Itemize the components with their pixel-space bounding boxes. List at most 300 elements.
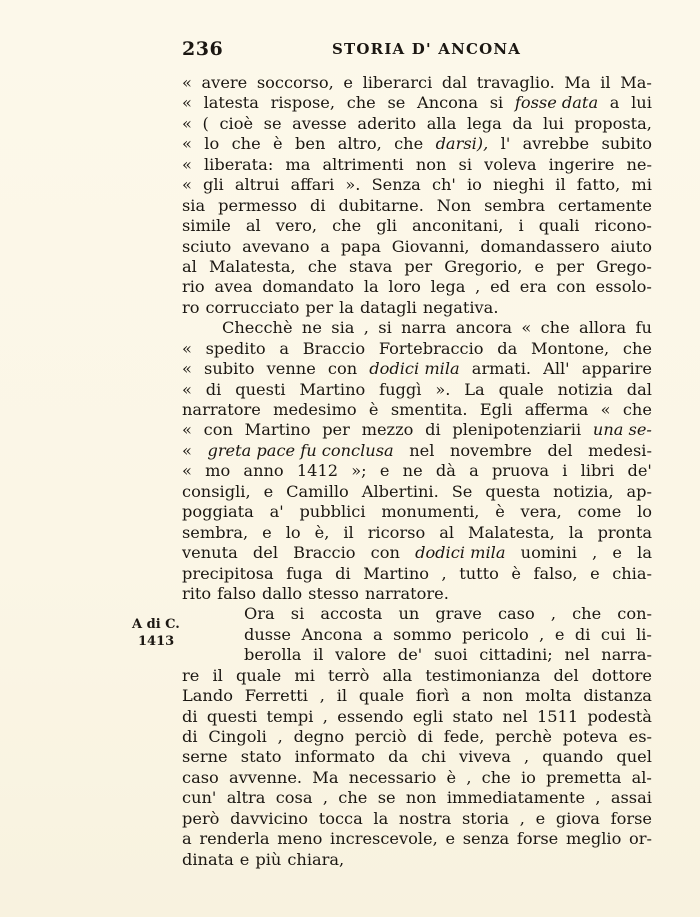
word: caso [182, 767, 219, 787]
word: si [290, 604, 305, 624]
word: Malatesta, [468, 522, 555, 542]
text-line [182, 809, 652, 829]
word: avere [201, 73, 248, 92]
word: sia [182, 195, 206, 215]
word: Montone, [531, 338, 610, 358]
word: il [555, 175, 566, 195]
word: dà [435, 461, 456, 481]
word: del [553, 665, 579, 685]
word: ingerire [548, 154, 615, 174]
word: cioè [219, 113, 254, 133]
word: uomini [520, 543, 577, 563]
word: è, [314, 522, 330, 542]
word: ricorso [367, 522, 426, 542]
text-line [182, 829, 652, 849]
word: ne [301, 318, 322, 338]
word: soccorso, [256, 73, 334, 92]
word: tutto [459, 563, 499, 583]
text-line [182, 380, 652, 400]
word: Ora [244, 604, 275, 624]
word: , [466, 767, 472, 787]
word: perchè [495, 727, 552, 746]
word: Senza [371, 175, 421, 195]
word: pronta [597, 522, 652, 542]
word: distanza [583, 686, 652, 706]
running-title: STORIA D' ANCONA [332, 40, 522, 58]
word: or- [629, 829, 652, 849]
word: altro, [337, 134, 382, 154]
text-line [182, 318, 652, 338]
text-line [182, 768, 652, 788]
word: molta [525, 686, 572, 706]
word: 1511 [536, 706, 579, 726]
word: quale [236, 665, 282, 685]
word: spedito [205, 338, 266, 358]
word: e [239, 849, 250, 869]
word: Giovanni, [391, 236, 470, 256]
word: Checchè [222, 318, 293, 338]
word: serne [182, 747, 228, 767]
word: Lando [182, 686, 233, 706]
word: , [322, 788, 328, 808]
word: la [637, 543, 652, 563]
word: Gregorio, [444, 256, 523, 276]
word: nel [564, 645, 590, 665]
text-line [182, 686, 652, 706]
word: All' [543, 359, 570, 379]
word: quando [542, 747, 604, 767]
word: a [461, 686, 471, 706]
word: a [372, 624, 383, 644]
word: « [182, 154, 192, 174]
word: ricono- [594, 216, 652, 236]
text-line [182, 707, 652, 727]
word: che [622, 338, 652, 358]
text-line [182, 788, 652, 808]
word: di [425, 420, 441, 440]
word: perciò [354, 727, 407, 746]
word: darsi), [435, 134, 489, 154]
word: mo [205, 461, 231, 481]
word: 1412 [296, 461, 339, 481]
word: rito [182, 583, 212, 603]
word: è [446, 767, 457, 787]
word: accosta [320, 604, 383, 624]
word: nieghi [493, 175, 545, 195]
word: altrui [234, 175, 280, 195]
word: ap- [626, 481, 652, 501]
word: avesse [292, 113, 347, 133]
word: con [370, 543, 400, 563]
word: , [363, 318, 369, 338]
word: vera, [520, 502, 562, 522]
word: non [405, 788, 437, 808]
word: che [307, 256, 337, 276]
word: più [255, 849, 282, 869]
word: a [609, 93, 620, 113]
text-line [182, 502, 652, 522]
text-line [182, 237, 652, 257]
margin-note-year: 1413 [138, 634, 175, 649]
word: fosse data [514, 93, 599, 113]
word: papa [340, 236, 381, 256]
word: i [518, 216, 524, 236]
word: dodici mila [415, 543, 506, 563]
word: Ma- [620, 73, 652, 92]
word: del [547, 440, 573, 460]
word: dal [441, 73, 468, 92]
word: era [519, 277, 547, 297]
word: « [521, 318, 532, 338]
text-line [182, 625, 652, 645]
text-line [182, 543, 652, 563]
word: de' [627, 461, 652, 481]
word: « [182, 461, 192, 481]
word: e [379, 461, 390, 481]
word: dallo [262, 583, 303, 603]
word: cittadini; [479, 645, 553, 665]
word: fatto, [576, 175, 621, 195]
word: quale [358, 686, 405, 706]
word: fu [635, 318, 652, 338]
word: falso [217, 583, 257, 603]
word: Braccio [293, 543, 356, 563]
word: Cingoli [208, 727, 267, 746]
word: degno [293, 727, 345, 746]
word: dusse [244, 624, 291, 644]
word: li- [636, 624, 652, 644]
word: per [322, 420, 350, 440]
word: Ma [312, 767, 339, 787]
word: Ma [564, 73, 591, 92]
word: la [363, 277, 379, 297]
word: « [182, 359, 192, 379]
text-line [182, 666, 652, 686]
word: avea [214, 277, 253, 297]
word: assai [610, 788, 652, 808]
word: Martino [299, 379, 366, 399]
word: di [205, 379, 222, 399]
word: renderla [199, 829, 270, 849]
word: , [475, 277, 481, 297]
word: , [539, 624, 545, 644]
word: subito [204, 359, 255, 379]
word: mezzo [361, 420, 414, 440]
word: al- [631, 767, 652, 787]
word: che [332, 216, 362, 236]
word: che [346, 93, 376, 113]
text-line [182, 73, 652, 93]
word: e [554, 624, 565, 644]
word: aderito [357, 113, 417, 133]
text-line [182, 441, 652, 461]
word: Martino [244, 420, 311, 440]
word: non [415, 154, 447, 174]
word: aiuto [610, 236, 652, 256]
word: Ferretti [244, 686, 308, 706]
word: giova [555, 808, 600, 828]
word: notizia [557, 379, 613, 399]
word: che [231, 134, 261, 154]
word: increscevole, [330, 829, 438, 849]
word: il [343, 522, 354, 542]
word: Martino [363, 563, 430, 583]
word: dal [626, 379, 652, 399]
text-line [182, 298, 652, 318]
word: è [273, 134, 283, 154]
word: una se- [592, 420, 652, 440]
word: domandassero [480, 236, 600, 256]
word: , [519, 808, 525, 828]
word: terrò [328, 665, 370, 685]
word: lui [631, 93, 652, 113]
word: immediatamente [446, 788, 586, 808]
word: « [182, 379, 192, 399]
word: testimonianza [425, 665, 541, 685]
text-line [182, 727, 652, 747]
word: sia [331, 318, 355, 338]
word: altra [226, 788, 266, 808]
word: liberarci [362, 73, 433, 92]
word: es- [628, 727, 652, 746]
word: ne- [626, 154, 652, 174]
word: mi [294, 665, 315, 685]
word: premetta [546, 767, 622, 787]
word: stava [349, 256, 393, 276]
word: per [305, 297, 334, 317]
margin-note-label: A di C. [132, 617, 180, 632]
word: ». [435, 379, 451, 399]
word: se [263, 113, 282, 133]
word: , [523, 747, 530, 767]
word: lui [542, 113, 564, 133]
word: gli [376, 216, 397, 236]
word: travaglio. [476, 73, 555, 92]
body-text [182, 73, 652, 870]
word: rio [182, 277, 205, 297]
word: questi [206, 706, 258, 726]
text-line [182, 93, 652, 113]
word: informato [294, 747, 375, 767]
text-line [182, 114, 652, 134]
word: domandato [262, 277, 355, 297]
word: proposta, [574, 113, 652, 133]
word: datagli [359, 297, 417, 317]
word: suoi [433, 645, 468, 665]
word: lo [285, 522, 301, 542]
word: e [612, 543, 623, 563]
word: rispose, [270, 93, 336, 113]
word: falso, [533, 563, 578, 583]
word: corrucciato [205, 297, 300, 317]
word: si [378, 318, 392, 338]
word: di [417, 727, 433, 746]
word: certamente [558, 195, 652, 215]
text-line [182, 175, 652, 195]
word: liberata: [203, 154, 274, 174]
word: chia- [612, 563, 652, 583]
word: chi [421, 747, 446, 767]
word: Se [451, 481, 473, 501]
text-line [182, 257, 652, 277]
word: podestà [587, 706, 652, 726]
word: Albertini. [361, 481, 439, 501]
word: ch' [431, 175, 456, 195]
page-header [182, 38, 652, 68]
word: precipitosa [182, 563, 274, 583]
word: al [439, 522, 455, 542]
word: gli [203, 175, 224, 195]
word: con [327, 359, 358, 379]
word: se [377, 788, 396, 808]
word: e [534, 256, 545, 276]
text-line [182, 564, 652, 584]
word: da [497, 338, 518, 358]
word: , [592, 543, 598, 563]
word: Braccio [302, 338, 366, 358]
word: a [469, 461, 479, 481]
word: di [310, 195, 326, 215]
word: fuggì [379, 379, 422, 399]
word: voleva [484, 154, 537, 174]
word: grave [435, 604, 482, 624]
word: io [520, 767, 536, 787]
word: consigli, [182, 481, 251, 501]
word: « [182, 93, 192, 113]
word: fiorì [415, 686, 450, 706]
text-line [182, 359, 652, 379]
text-line [182, 277, 652, 297]
word: , [441, 563, 447, 583]
word: dubitarne. [338, 195, 424, 215]
word: che [338, 788, 368, 808]
word: plenipotenziarii [452, 420, 582, 440]
word: berolla [244, 645, 302, 665]
word: il [600, 73, 611, 92]
word: cosa [275, 788, 313, 808]
word: a [279, 338, 290, 358]
word: fede, [443, 727, 485, 746]
word: sembra, [182, 522, 249, 542]
word: stato [452, 706, 494, 726]
word: di [182, 727, 198, 746]
word: monumenti, [381, 502, 480, 522]
word: « [182, 73, 192, 92]
word: Malatesta, [208, 256, 296, 276]
word: Grego- [596, 256, 652, 276]
word: con [203, 420, 233, 440]
word: « [182, 134, 192, 154]
word: dottore [591, 665, 652, 685]
word: a' [269, 502, 284, 522]
word: pubblici [299, 502, 366, 522]
word: latesta [203, 93, 259, 113]
text-line [182, 339, 652, 359]
word: storia [461, 808, 510, 828]
word: la [339, 297, 354, 317]
word: avvenne. [228, 767, 303, 787]
word: vero, [275, 216, 318, 236]
word: stesso [308, 583, 359, 603]
word: il [336, 686, 348, 706]
text-line [182, 216, 652, 236]
word: permesso [218, 195, 298, 215]
word: essendo [337, 706, 404, 726]
margin-note [132, 616, 180, 650]
word: necessario [348, 767, 437, 787]
text-line [182, 400, 652, 420]
word: Non [436, 195, 472, 215]
word: stato [240, 747, 282, 767]
text-line [182, 584, 652, 604]
word: lega [430, 277, 466, 297]
word: questi [235, 379, 286, 399]
word: da [388, 747, 409, 767]
word: la [373, 808, 389, 828]
word: lega [466, 113, 502, 133]
word: , [319, 686, 325, 706]
word: nel [409, 440, 435, 460]
word: cui [600, 624, 626, 644]
word: meglio [565, 829, 622, 849]
word: novembre [449, 440, 532, 460]
page-number: 236 [182, 38, 224, 60]
word: a [182, 829, 192, 849]
word: sommo [393, 624, 452, 644]
text-line [182, 645, 652, 665]
word: medesi- [588, 440, 652, 460]
word: ». [345, 175, 361, 195]
word: con- [617, 604, 652, 624]
word: »; [351, 461, 367, 481]
word: sciuto [182, 236, 232, 256]
word: a [320, 236, 330, 256]
word: affari [290, 175, 335, 195]
word: è [511, 563, 522, 583]
word: narra- [601, 645, 652, 665]
word: io [466, 175, 482, 195]
word: che [540, 318, 570, 338]
word: ed [490, 277, 511, 297]
word: di [574, 624, 591, 644]
word: ( [202, 113, 209, 133]
word: caso [497, 604, 535, 624]
text-line [182, 850, 652, 870]
word: ne [402, 461, 423, 481]
word: nostra [398, 808, 452, 828]
word: forse [610, 808, 652, 828]
word: re [182, 665, 200, 685]
word: il [313, 645, 324, 665]
word: anconitani, [412, 216, 504, 236]
word: davvicino [230, 808, 309, 828]
word: e [445, 829, 456, 849]
word: de' [397, 645, 423, 665]
word: poteva [562, 727, 618, 746]
word: altrimenti [322, 154, 404, 174]
word: pruova [491, 461, 550, 481]
word: per [404, 256, 433, 276]
word: narra [401, 318, 447, 338]
word: di [335, 563, 351, 583]
word: , [322, 706, 328, 726]
word: ancora [455, 318, 512, 338]
word: « [182, 113, 192, 133]
word: si [458, 154, 472, 174]
word: chiara, [287, 849, 345, 869]
word: come [577, 502, 622, 522]
word: avevano [242, 236, 310, 256]
